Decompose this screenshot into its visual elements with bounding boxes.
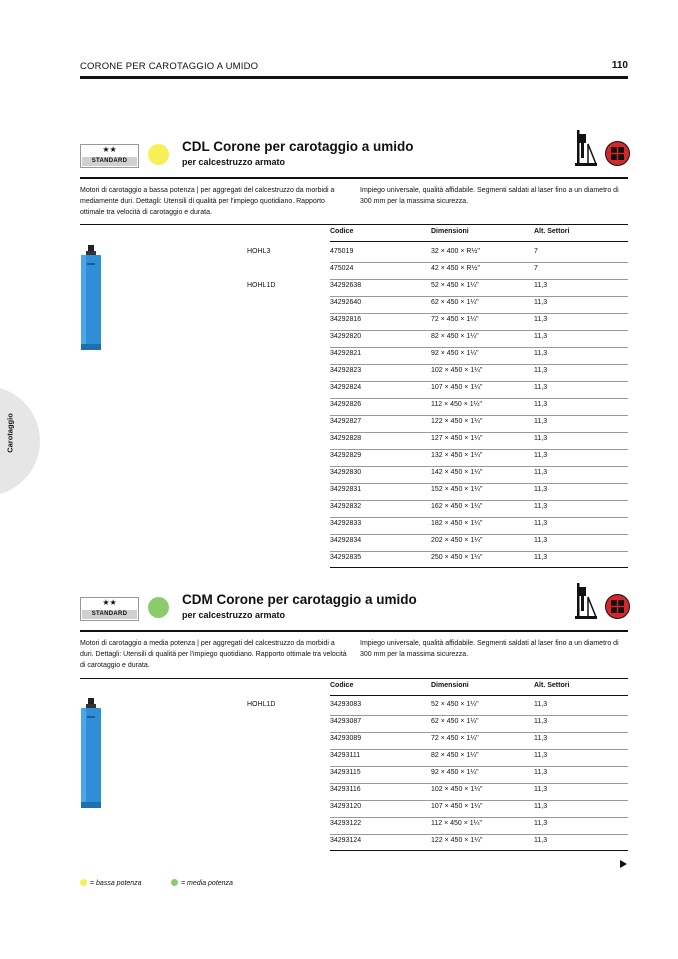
row-code: 34293115 [330, 769, 361, 776]
section-rule [80, 177, 628, 179]
badge-stars: ★★ [102, 598, 117, 607]
reinforced-concrete-icon [605, 141, 630, 166]
table-row [0, 347, 678, 364]
table-row [0, 834, 678, 851]
table-row [0, 766, 678, 783]
legend-label-low: = bassa potenza [90, 880, 142, 887]
badge-label: STANDARD [82, 610, 137, 619]
row-code: 34292640 [330, 299, 362, 306]
row-dimensions: 162 × 450 × 1¼" [431, 503, 483, 510]
row-segment-height: 11,3 [534, 537, 548, 544]
row-segment-height: 11,3 [534, 282, 548, 289]
table-row [0, 381, 678, 398]
row-dimensions: 112 × 450 × 1¼" [431, 820, 483, 827]
row-code: 34292823 [330, 367, 362, 374]
table-row [0, 330, 678, 347]
row-dimensions: 107 × 450 × 1¼" [431, 803, 483, 810]
table-row [0, 364, 678, 381]
row-segment-height: 11,3 [534, 333, 548, 340]
row-dimensions: 32 × 400 × R½" [431, 248, 480, 255]
table-row [0, 783, 678, 800]
core-drill-machine-icon [575, 583, 597, 619]
table-row [0, 466, 678, 483]
row-dimensions: 82 × 450 × 1¼" [431, 752, 479, 759]
table-row [0, 245, 678, 262]
legend-dot-medium [171, 879, 178, 886]
table-top-rule [80, 224, 628, 225]
badge-label: STANDARD [82, 157, 137, 166]
row-dimensions: 72 × 450 × 1¼" [431, 316, 479, 323]
row-code: 34292829 [330, 452, 362, 459]
badge-stars: ★★ [102, 145, 117, 154]
row-dimensions: 107 × 450 × 1¼" [431, 384, 483, 391]
row-segment-height: 11,3 [534, 718, 548, 725]
row-dimensions: 127 × 450 × 1¼" [431, 435, 483, 442]
row-dimensions: 202 × 450 × 1¼" [431, 537, 483, 544]
row-code: 475024 [330, 265, 354, 272]
table-row [0, 398, 678, 415]
row-segment-height: 11,3 [534, 435, 548, 442]
reinforced-concrete-icon [605, 594, 630, 619]
table-row [0, 800, 678, 817]
table-header-rule [330, 695, 628, 696]
row-dimensions: 250 × 450 × 1¼" [431, 554, 483, 561]
row-dimensions: 72 × 450 × 1¼" [431, 735, 479, 742]
description-left: Motori di carotaggio a bassa potenza | per aggregati del calcestruzzo da morbidi a mediamente duri. Dettagli: Utensili di qualità per l'impiego quotidiano. Rapporto ottimale tra velocità di carotaggio e durata. [80, 187, 335, 216]
row-segment-height: 11,3 [534, 503, 548, 510]
row-code: 34293083 [330, 701, 362, 708]
row-code: 34292835 [330, 554, 362, 561]
row-dimensions: 102 × 450 × 1¼" [431, 786, 483, 793]
row-segment-height: 11,3 [534, 299, 548, 306]
table-header-2: Alt. Settori [534, 228, 570, 235]
row-code: 34292826 [330, 401, 362, 408]
product-group-label: HOHL1D [247, 282, 276, 289]
row-segment-height: 11,3 [534, 701, 548, 708]
row-dimensions: 182 × 450 × 1¼" [431, 520, 483, 527]
row-code: 34292828 [330, 435, 362, 442]
row-segment-height: 7 [534, 248, 538, 255]
table-row [0, 296, 678, 313]
row-dimensions: 62 × 450 × 1¼" [431, 718, 479, 725]
row-dimensions: 62 × 450 × 1¼" [431, 299, 479, 306]
table-row [0, 698, 678, 715]
table-row [0, 749, 678, 766]
page-header-title: CORONE PER CAROTAGGIO A UMIDO [80, 61, 259, 72]
row-code: 34292833 [330, 520, 362, 527]
section-rule [80, 630, 628, 632]
row-dimensions: 112 × 450 × 1¼" [431, 401, 483, 408]
legend-item-medium [171, 879, 233, 887]
row-segment-height: 11,3 [534, 401, 548, 408]
row-code: 34293087 [330, 718, 362, 725]
table-row [0, 313, 678, 330]
row-dimensions: 92 × 450 × 1¼" [431, 350, 479, 357]
row-dimensions: 152 × 450 × 1¼" [431, 486, 483, 493]
row-segment-height: 11,3 [534, 554, 548, 561]
row-dimensions: 52 × 450 × 1¼" [431, 282, 479, 289]
product-group-label: HOHL1D [247, 701, 276, 708]
row-segment-height: 11,3 [534, 384, 548, 391]
row-segment-height: 11,3 [534, 735, 548, 742]
row-dimensions: 82 × 450 × 1¼" [431, 333, 479, 340]
description-right: Impiego universale, qualità affidabile. Segmenti saldati al laser fino a un diametro di 300 mm per la massima sicurezza. [360, 640, 619, 658]
next-page-arrow-icon[interactable] [620, 860, 627, 868]
legend-item-low [80, 879, 142, 887]
row-segment-height: 11,3 [534, 803, 548, 810]
row-segment-height: 11,3 [534, 418, 548, 425]
row-segment-height: 11,3 [534, 486, 548, 493]
row-dimensions: 122 × 450 × 1¼" [431, 837, 483, 844]
row-code: 34292824 [330, 384, 362, 391]
section-title: CDM Corone per carotaggio a umido [182, 592, 417, 607]
table-row [0, 534, 678, 551]
table-row [0, 551, 678, 568]
table-header-0: Codice [330, 228, 354, 235]
table-row [0, 279, 678, 296]
row-code: 34293120 [330, 803, 362, 810]
side-tab-label: Carotaggio [5, 413, 15, 453]
table-row [0, 432, 678, 449]
standard-badge [80, 597, 139, 621]
section-title: CDL Corone per carotaggio a umido [182, 139, 414, 154]
row-dimensions: 132 × 450 × 1¼" [431, 452, 483, 459]
row-segment-height: 7 [534, 265, 538, 272]
section-subtitle: per calcestruzzo armato [182, 610, 286, 620]
row-code: 34292638 [330, 282, 362, 289]
row-code: 34292830 [330, 469, 362, 476]
table-row [0, 483, 678, 500]
row-dimensions: 122 × 450 × 1¼" [431, 418, 483, 425]
row-segment-height: 11,3 [534, 520, 548, 527]
row-code: 34292832 [330, 503, 362, 510]
row-segment-height: 11,3 [534, 452, 548, 459]
table-header-rule [330, 241, 628, 242]
table-row [0, 449, 678, 466]
row-segment-height: 11,3 [534, 786, 548, 793]
legend-label-medium: = media potenza [181, 880, 233, 887]
row-segment-height: 11,3 [534, 469, 548, 476]
section-subtitle: per calcestruzzo armato [182, 157, 286, 167]
row-code: 34292834 [330, 537, 362, 544]
power-level-dot [148, 597, 169, 618]
power-level-dot [148, 144, 169, 165]
row-dimensions: 142 × 450 × 1¼" [431, 469, 483, 476]
table-row [0, 732, 678, 749]
row-dimensions: 102 × 450 × 1¼" [431, 367, 483, 374]
row-code: 34293089 [330, 735, 362, 742]
row-separator [330, 850, 628, 851]
row-code: 34293111 [330, 752, 361, 759]
row-code: 34292821 [330, 350, 362, 357]
row-code: 34292820 [330, 333, 362, 340]
row-segment-height: 11,3 [534, 837, 548, 844]
legend-dot-low [80, 879, 87, 886]
row-code: 34292831 [330, 486, 362, 493]
table-row [0, 500, 678, 517]
row-dimensions: 52 × 450 × 1¼" [431, 701, 479, 708]
table-row [0, 415, 678, 432]
row-code: 34293116 [330, 786, 361, 793]
description-right: Impiego universale, qualità affidabile. Segmenti saldati al laser fino a un diametro di 300 mm per la massima sicurezza. [360, 187, 619, 205]
row-separator [330, 567, 628, 568]
row-code: 34292827 [330, 418, 362, 425]
row-segment-height: 11,3 [534, 820, 548, 827]
row-code: 34292816 [330, 316, 362, 323]
row-segment-height: 11,3 [534, 316, 548, 323]
table-row [0, 517, 678, 534]
row-code: 475019 [330, 248, 354, 255]
table-header-2: Alt. Settori [534, 682, 570, 689]
row-code: 34293124 [330, 837, 362, 844]
row-dimensions: 42 × 450 × R½" [431, 265, 480, 272]
page-number: 110 [611, 60, 628, 71]
table-row [0, 817, 678, 834]
header-rule [80, 76, 628, 79]
row-segment-height: 11,3 [534, 367, 548, 374]
row-segment-height: 11,3 [534, 752, 548, 759]
table-row [0, 262, 678, 279]
row-segment-height: 11,3 [534, 350, 548, 357]
row-code: 34293122 [330, 820, 362, 827]
core-drill-machine-icon [575, 130, 597, 166]
table-header-1: Dimensioni [431, 228, 469, 235]
table-top-rule [80, 678, 628, 679]
standard-badge [80, 144, 139, 168]
row-segment-height: 11,3 [534, 769, 548, 776]
product-group-label: HOHL3 [247, 248, 271, 255]
description-left: Motori di carotaggio a media potenza | per aggregati del calcestruzzo da morbidi a duri. Dettagli: Utensili di qualità per l'impiego quotidiano. Rapporto ottimale tra velocità di carotaggio e durata. [80, 640, 347, 669]
table-row [0, 715, 678, 732]
table-header-0: Codice [330, 682, 354, 689]
table-header-1: Dimensioni [431, 682, 469, 689]
row-dimensions: 92 × 450 × 1¼" [431, 769, 479, 776]
